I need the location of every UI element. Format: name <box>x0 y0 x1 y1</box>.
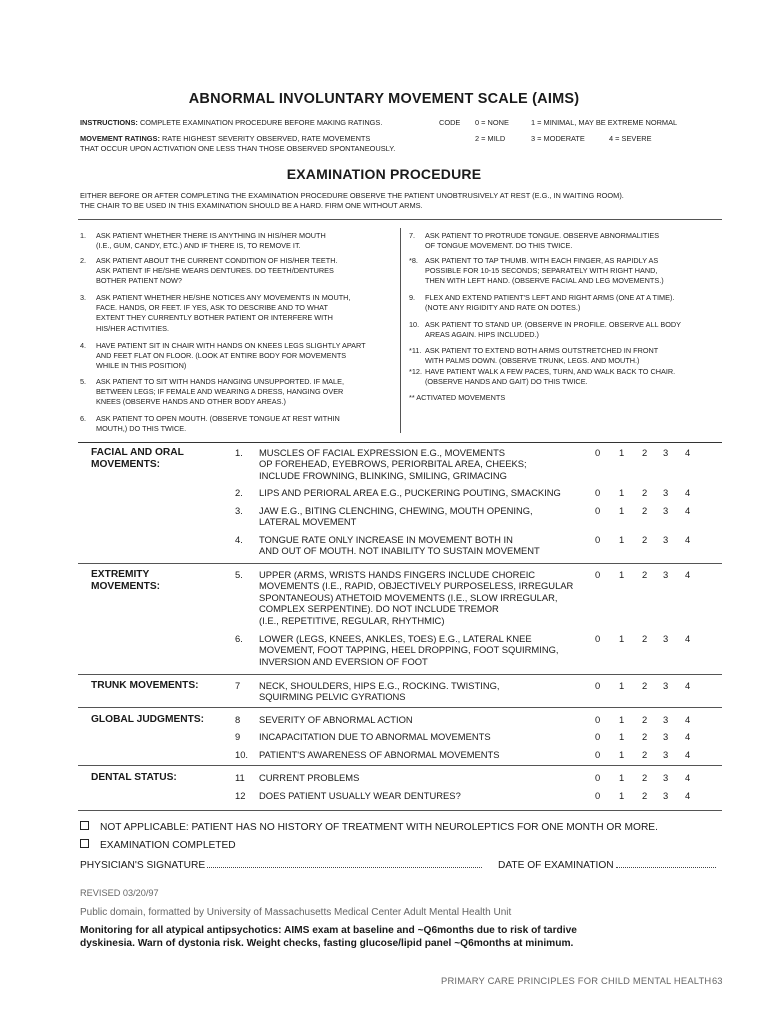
item-description-line: COMPLEX SERPENTINE). DO NOT INCLUDE TREMOR <box>259 603 499 615</box>
rating-option[interactable]: 0 <box>595 447 601 458</box>
item-description-line: MUSCLES OF FACIAL EXPRESSION E.G., MOVEMENTS <box>259 447 506 458</box>
page-title: ABNORMAL INVOLUNTARY MOVEMENT SCALE (AIMS) <box>188 91 580 107</box>
item-description-line: INCLUDE FROWNING, BLINKING, SMILING, GRIMACING <box>259 469 507 481</box>
movement-ratings-label: MOVEMENT RATINGS: <box>80 134 160 143</box>
code-0: 0 = NONE <box>475 118 509 127</box>
signature-label: PHYSICIAN'S SIGNATURE <box>80 860 206 871</box>
item-text-line: MOUTH,) DO THIS TWICE. <box>96 424 187 434</box>
table-rule <box>78 765 722 766</box>
rating-option[interactable]: 4 <box>685 731 691 742</box>
running-footer: PRIMARY CARE PRINCIPLES FOR CHILD MENTAL HEALTH <box>441 975 712 986</box>
exam-intro-1: EITHER BEFORE OR AFTER COMPLETING THE EXAMINATION PROCEDURE OBSERVE THE PATIENT UNOBTRUSIVELY AT REST (E.G., IN WAITING ROOM). <box>80 191 624 200</box>
item-description <box>259 772 359 783</box>
exam-heading: EXAMINATION PROCEDURE <box>286 166 482 182</box>
item-number: 4. <box>235 534 243 545</box>
rating-option[interactable]: 1 <box>619 772 625 783</box>
item-number: 3. <box>80 293 87 302</box>
item-text-line: ASK PATIENT WHETHER THERE IS ANYTHING IN HIS/HER MOUTH <box>96 231 326 240</box>
item-text-line: HAVE PATIENT WALK A FEW PACES, TURN, AND WALK BACK TO CHAIR. <box>425 367 676 376</box>
item-text-line: HIS/HER ACTIVITIES. <box>96 323 169 333</box>
item-description-line: SPONTANEOUS) ATHETOID MOVEMENTS (I.E., SLOW IRREGULAR, <box>259 591 558 603</box>
item-text-line: ASK PATIENT WHETHER HE/SHE NOTICES ANY MOVEMENTS IN MOUTH, <box>96 293 351 302</box>
rating-option[interactable]: 3 <box>663 534 669 545</box>
item-description-line: CURRENT PROBLEMS <box>259 772 360 783</box>
rating-option[interactable]: 2 <box>642 749 648 760</box>
item-description-line: UPPER (ARMS, WRISTS HANDS FINGERS INCLUDE CHOREIC <box>259 569 536 580</box>
exam-column-divider <box>400 228 401 433</box>
item-text-line: WHILE IN THIS POSITION) <box>96 361 187 371</box>
item-text-line: BETWEEN LEGS; IF FEMALE AND WEARING A DRESS, HANGING OVER <box>96 387 344 397</box>
item-description-line: NECK, SHOULDERS, HIPS E.G., ROCKING. TWISTING, <box>259 680 500 691</box>
item-description-line: MOVEMENTS (I.E., RAPID, OBJECTIVELY PURPOSELESS, IRREGULAR <box>259 580 574 592</box>
movement-ratings-text-2: THAT OCCUR UPON ACTIVATION ONE LESS THAN THOSE OBSERVED SPONTANEOUSLY. <box>80 144 396 153</box>
table-rule <box>78 563 722 564</box>
table-rule <box>78 442 722 443</box>
exam-top-rule <box>78 219 722 220</box>
category-name: MOVEMENTS: <box>91 580 161 592</box>
rating-option[interactable]: 2 <box>642 714 648 725</box>
checkbox-icon[interactable] <box>80 821 89 830</box>
exam-intro-2: THE CHAIR TO BE USED IN THIS EXAMINATION SHOULD BE A HARD. FIRM ONE WITHOUT ARMS. <box>80 201 423 210</box>
item-description <box>259 569 573 626</box>
item-number: 6. <box>235 633 243 644</box>
rating-option[interactable]: 1 <box>619 487 625 498</box>
rating-option[interactable]: 3 <box>663 749 669 760</box>
item-number: 3. <box>235 505 243 516</box>
rating-option[interactable]: 1 <box>619 569 625 580</box>
item-description-line: INCAPACITATION DUE TO ABNORMAL MOVEMENTS <box>259 731 491 742</box>
item-number: 12 <box>235 790 246 801</box>
item-description-line: DOES PATIENT USUALLY WEAR DENTURES? <box>259 790 461 801</box>
item-text-line: HAVE PATIENT SIT IN CHAIR WITH HANDS ON KNEES LEGS SLIGHTLY APART <box>96 341 366 350</box>
category-name: DENTAL STATUS: <box>91 772 177 783</box>
item-description-line: LATERAL MOVEMENT <box>259 516 357 528</box>
table-rule <box>78 707 722 708</box>
table-rule <box>78 674 722 675</box>
item-description <box>259 714 413 725</box>
item-text-line: (OBSERVE HANDS AND GAIT) DO THIS TWICE. <box>425 377 588 387</box>
table-rule <box>78 810 722 811</box>
item-description <box>259 633 559 667</box>
item-number: 6. <box>80 414 87 423</box>
rating-option[interactable]: 2 <box>642 633 648 644</box>
item-description-line: (I.E., REPETITIVE, REGULAR, RHYTHMIC) <box>259 614 445 626</box>
signature-line[interactable] <box>80 859 490 872</box>
item-text-line: (NOTE ANY RIGIDITY AND RATE ON DOTES.) <box>425 303 581 313</box>
code-3: 3 = MODERATE <box>531 134 585 143</box>
item-number: 7. <box>409 231 416 240</box>
category-name: FACIAL AND ORAL <box>91 447 184 458</box>
item-number: 9 <box>235 731 241 742</box>
rating-option[interactable]: 1 <box>619 505 625 516</box>
item-description-line: PATIENT'S AWARENESS OF ABNORMAL MOVEMENTS <box>259 749 500 760</box>
movement-ratings-line <box>80 134 370 144</box>
item-number: *12. <box>409 367 422 376</box>
item-number: 7 <box>235 680 241 691</box>
rating-option[interactable]: 4 <box>685 680 691 691</box>
signature-field[interactable] <box>207 859 482 868</box>
item-text-line: ASK PATIENT IF HE/SHE WEARS DENTURES. DO TEETH/DENTURES <box>96 266 334 276</box>
item-text-line: KNEES (OBSERVE HANDS AND OTHER BODY AREAS.) <box>96 397 286 407</box>
category-name: TRUNK MOVEMENTS: <box>91 680 199 691</box>
item-text-line: ASK PATIENT ABOUT THE CURRENT CONDITION OF HIS/HER TEETH. <box>96 256 338 265</box>
code-2: 2 = MILD <box>475 134 506 143</box>
rating-option[interactable]: 4 <box>685 790 691 801</box>
rating-option[interactable]: 4 <box>685 447 691 458</box>
category-name: MOVEMENTS: <box>91 458 161 470</box>
item-number: 11 <box>235 772 245 783</box>
rating-option[interactable]: 0 <box>595 633 601 644</box>
rating-option[interactable]: 3 <box>663 790 669 801</box>
category-label <box>91 772 177 784</box>
item-number: *8. <box>409 256 418 265</box>
rating-option[interactable]: 3 <box>663 633 669 644</box>
item-description <box>259 487 561 498</box>
page-number: 63 <box>712 975 723 986</box>
rating-option[interactable]: 2 <box>642 534 648 545</box>
rating-option[interactable]: 2 <box>642 505 648 516</box>
rating-option[interactable]: 4 <box>685 749 691 760</box>
item-number: *11. <box>409 346 422 355</box>
rating-option[interactable]: 1 <box>619 731 625 742</box>
rating-option[interactable]: 1 <box>619 714 625 725</box>
category-name: GLOBAL JUDGMENTS: <box>91 714 205 725</box>
not-applicable-option[interactable] <box>80 821 658 834</box>
movement-ratings-text: RATE HIGHEST SEVERITY OBSERVED, RATE MOVEMENTS <box>162 134 371 143</box>
rating-option[interactable]: 0 <box>595 534 601 545</box>
rating-option[interactable]: 4 <box>685 714 691 725</box>
rating-option[interactable]: 3 <box>663 731 669 742</box>
rating-option[interactable]: 4 <box>685 772 691 783</box>
instructions-text: COMPLETE EXAMINATION PROCEDURE BEFORE MAKING RATINGS. <box>139 118 383 127</box>
item-description <box>259 680 500 703</box>
code-label: CODE <box>439 118 461 127</box>
rating-option[interactable]: 3 <box>663 505 669 516</box>
rating-option[interactable]: 0 <box>595 487 601 498</box>
rating-option[interactable]: 0 <box>595 714 601 725</box>
rating-option[interactable]: 2 <box>642 680 648 691</box>
monitoring-note-1: Monitoring for all atypical antipsychotics: AIMS exam at baseline and ~Q6months due to risk of tardive <box>80 925 577 936</box>
item-number: 8 <box>235 714 241 725</box>
rating-option[interactable]: 2 <box>642 790 648 801</box>
item-text-line: WITH PALMS DOWN. (OBSERVE TRUNK, LEGS. AND MOUTH.) <box>425 356 640 366</box>
item-description <box>259 447 527 481</box>
item-description <box>259 790 461 801</box>
item-number: 5. <box>80 377 87 386</box>
item-text-line: THEN WITH LEFT HAND. (OBSERVE FACIAL AND LEG MOVEMENTS.) <box>425 276 664 286</box>
rating-option[interactable]: 2 <box>642 487 648 498</box>
item-description-line: AND OUT OF MOUTH. NOT INABILITY TO SUSTAIN MOVEMENT <box>259 545 540 557</box>
category-label <box>91 714 204 726</box>
rating-option[interactable]: 4 <box>685 633 691 644</box>
rating-option[interactable]: 3 <box>663 680 669 691</box>
instructions-line <box>80 118 382 128</box>
item-number: 10. <box>409 320 420 329</box>
rating-option[interactable]: 0 <box>595 569 601 580</box>
item-description-line: JAW E.G., BITING CLENCHING, CHEWING, MOUTH OPENING, <box>259 505 533 516</box>
item-text-line: ASK PATIENT TO EXTEND BOTH ARMS OUTSTRETCHED IN FRONT <box>425 346 659 355</box>
rating-option[interactable]: 1 <box>619 749 625 760</box>
item-number: 5. <box>235 569 243 580</box>
item-description-line: SQUIRMING PELVIC GYRATIONS <box>259 691 406 703</box>
checkbox-icon[interactable] <box>80 839 89 848</box>
rating-option[interactable]: 0 <box>595 505 601 516</box>
category-label <box>91 680 199 692</box>
item-description-line: LOWER (LEGS, KNEES, ANKLES, TOES) E.G., LATERAL KNEE <box>259 633 532 644</box>
rating-option[interactable]: 1 <box>619 633 625 644</box>
item-text-line: FACE. HANDS, OR FEET. IF YES, ASK TO DESCRIBE AND TO WHAT <box>96 303 328 313</box>
rating-option[interactable]: 0 <box>595 790 601 801</box>
rating-option[interactable]: 1 <box>619 447 625 458</box>
revised-date: REVISED 03/20/97 <box>80 888 159 898</box>
item-text-line: FLEX AND EXTEND PATIENT'S LEFT AND RIGHT ARMS (ONE AT A TIME). <box>425 293 675 302</box>
item-description-line: SEVERITY OF ABNORMAL ACTION <box>259 714 413 725</box>
item-number: 9. <box>409 293 416 302</box>
item-description-line: MOVEMENT, FOOT TAPPING, HEEL DROPPING, FOOT SQUIRMING, <box>259 644 559 656</box>
activated-movements-note: ** ACTIVATED MOVEMENTS <box>409 393 506 402</box>
rating-option[interactable]: 4 <box>685 487 691 498</box>
public-domain-note: Public domain, formatted by University of Massachusetts Medical Center Adult Mental Health Unit <box>80 907 512 918</box>
rating-option[interactable]: 3 <box>663 487 669 498</box>
item-number: 1. <box>80 231 87 240</box>
rating-option[interactable]: 3 <box>663 772 669 783</box>
exam-completed-option[interactable] <box>80 839 236 852</box>
item-description <box>259 534 540 557</box>
rating-option[interactable]: 2 <box>642 447 648 458</box>
rating-option[interactable]: 3 <box>663 714 669 725</box>
item-text-line: ASK PATIENT TO TAP THUMB. WITH EACH FINGER, AS RAPIDLY AS <box>425 256 659 265</box>
code-4: 4 = SEVERE <box>609 134 652 143</box>
item-number: 2. <box>80 256 87 265</box>
rating-option[interactable]: 0 <box>595 680 601 691</box>
item-text-line: OF TONGUE MOVEMENT. DO THIS TWICE. <box>425 241 573 251</box>
rating-option[interactable]: 2 <box>642 772 648 783</box>
item-text-line: AND FEET FLAT ON FLOOR. (LOOK AT ENTIRE BODY FOR MOVEMENTS <box>96 351 347 361</box>
item-number: 1. <box>235 447 243 458</box>
category-name: EXTREMITY <box>91 569 150 580</box>
rating-option[interactable]: 1 <box>619 534 625 545</box>
rating-option[interactable]: 0 <box>595 772 601 783</box>
code-1: 1 = MINIMAL, MAY BE EXTREME NORMAL <box>531 118 678 127</box>
monitoring-note-2: dyskinesia. Warn of dystonia risk. Weight checks, fasting glucose/lipid panel ~Q6months at minimum. <box>80 938 574 949</box>
date-label: DATE OF EXAMINATION <box>498 860 614 871</box>
rating-option[interactable]: 2 <box>642 569 648 580</box>
item-number: 10. <box>235 749 249 760</box>
date-field[interactable] <box>616 859 716 868</box>
item-description <box>259 749 500 760</box>
item-text-line: ASK PATIENT TO STAND UP. (OBSERVE IN PROFILE. OBSERVE ALL BODY <box>425 320 682 329</box>
item-description-line: OP FOREHEAD, EYEBROWS, PERIORBITAL AREA, CHEEKS; <box>259 458 527 470</box>
item-text-line: ASK PATIENT TO PROTRUDE TONGUE. OBSERVE ABNORMALITIES <box>425 231 660 240</box>
item-description-line: LIPS AND PERIORAL AREA E.G., PUCKERING POUTING, SMACKING <box>259 487 561 498</box>
item-description-line: INVERSION AND EVERSION OF FOOT <box>259 655 428 667</box>
item-number: 2. <box>235 487 243 498</box>
exam-completed-label: EXAMINATION COMPLETED <box>100 840 236 851</box>
rating-option[interactable]: 0 <box>595 731 601 742</box>
item-text-line: POSSIBLE FOR 10-15 SECONDS; SEPARATELY WITH RIGHT HAND, <box>425 266 658 276</box>
rating-option[interactable]: 3 <box>663 569 669 580</box>
rating-option[interactable]: 0 <box>595 749 601 760</box>
item-description-line: TONGUE RATE ONLY INCREASE IN MOVEMENT BOTH IN <box>259 534 513 545</box>
item-description <box>259 731 491 742</box>
item-text-line: BOTHER PATIENT NOW? <box>96 276 182 286</box>
item-text-line: ASK PATIENT TO OPEN MOUTH. (OBSERVE TONGUE AT REST WITHIN <box>96 414 340 423</box>
item-text-line: EXTENT THEY CURRENTLY BOTHER PATIENT OR INTERFERE WITH <box>96 313 333 323</box>
item-description <box>259 505 533 528</box>
date-line[interactable] <box>498 859 724 872</box>
item-text-line: (I.E., GUM, CANDY, ETC.) AND IF THERE IS, TO REMOVE IT. <box>96 241 301 251</box>
instructions-label: INSTRUCTIONS: <box>80 118 138 127</box>
rating-option[interactable]: 1 <box>619 790 625 801</box>
rating-option[interactable]: 4 <box>685 569 691 580</box>
rating-option[interactable]: 4 <box>685 534 691 545</box>
not-applicable-label: NOT APPLICABLE: PATIENT HAS NO HISTORY OF TREATMENT WITH NEUROLEPTICS FOR ONE MONTH OR MORE. <box>100 822 658 833</box>
item-text-line: AREAS AGAIN. HIPS INCLUDED.) <box>425 330 539 340</box>
category-label <box>91 447 184 470</box>
rating-option[interactable]: 4 <box>685 505 691 516</box>
rating-option[interactable]: 2 <box>642 731 648 742</box>
category-label <box>91 569 160 592</box>
item-number: 4. <box>80 341 87 350</box>
item-text-line: ASK PATIENT TO SIT WITH HANDS HANGING UNSUPPORTED. IF MALE, <box>96 377 344 386</box>
rating-option[interactable]: 3 <box>663 447 669 458</box>
rating-option[interactable]: 1 <box>619 680 625 691</box>
